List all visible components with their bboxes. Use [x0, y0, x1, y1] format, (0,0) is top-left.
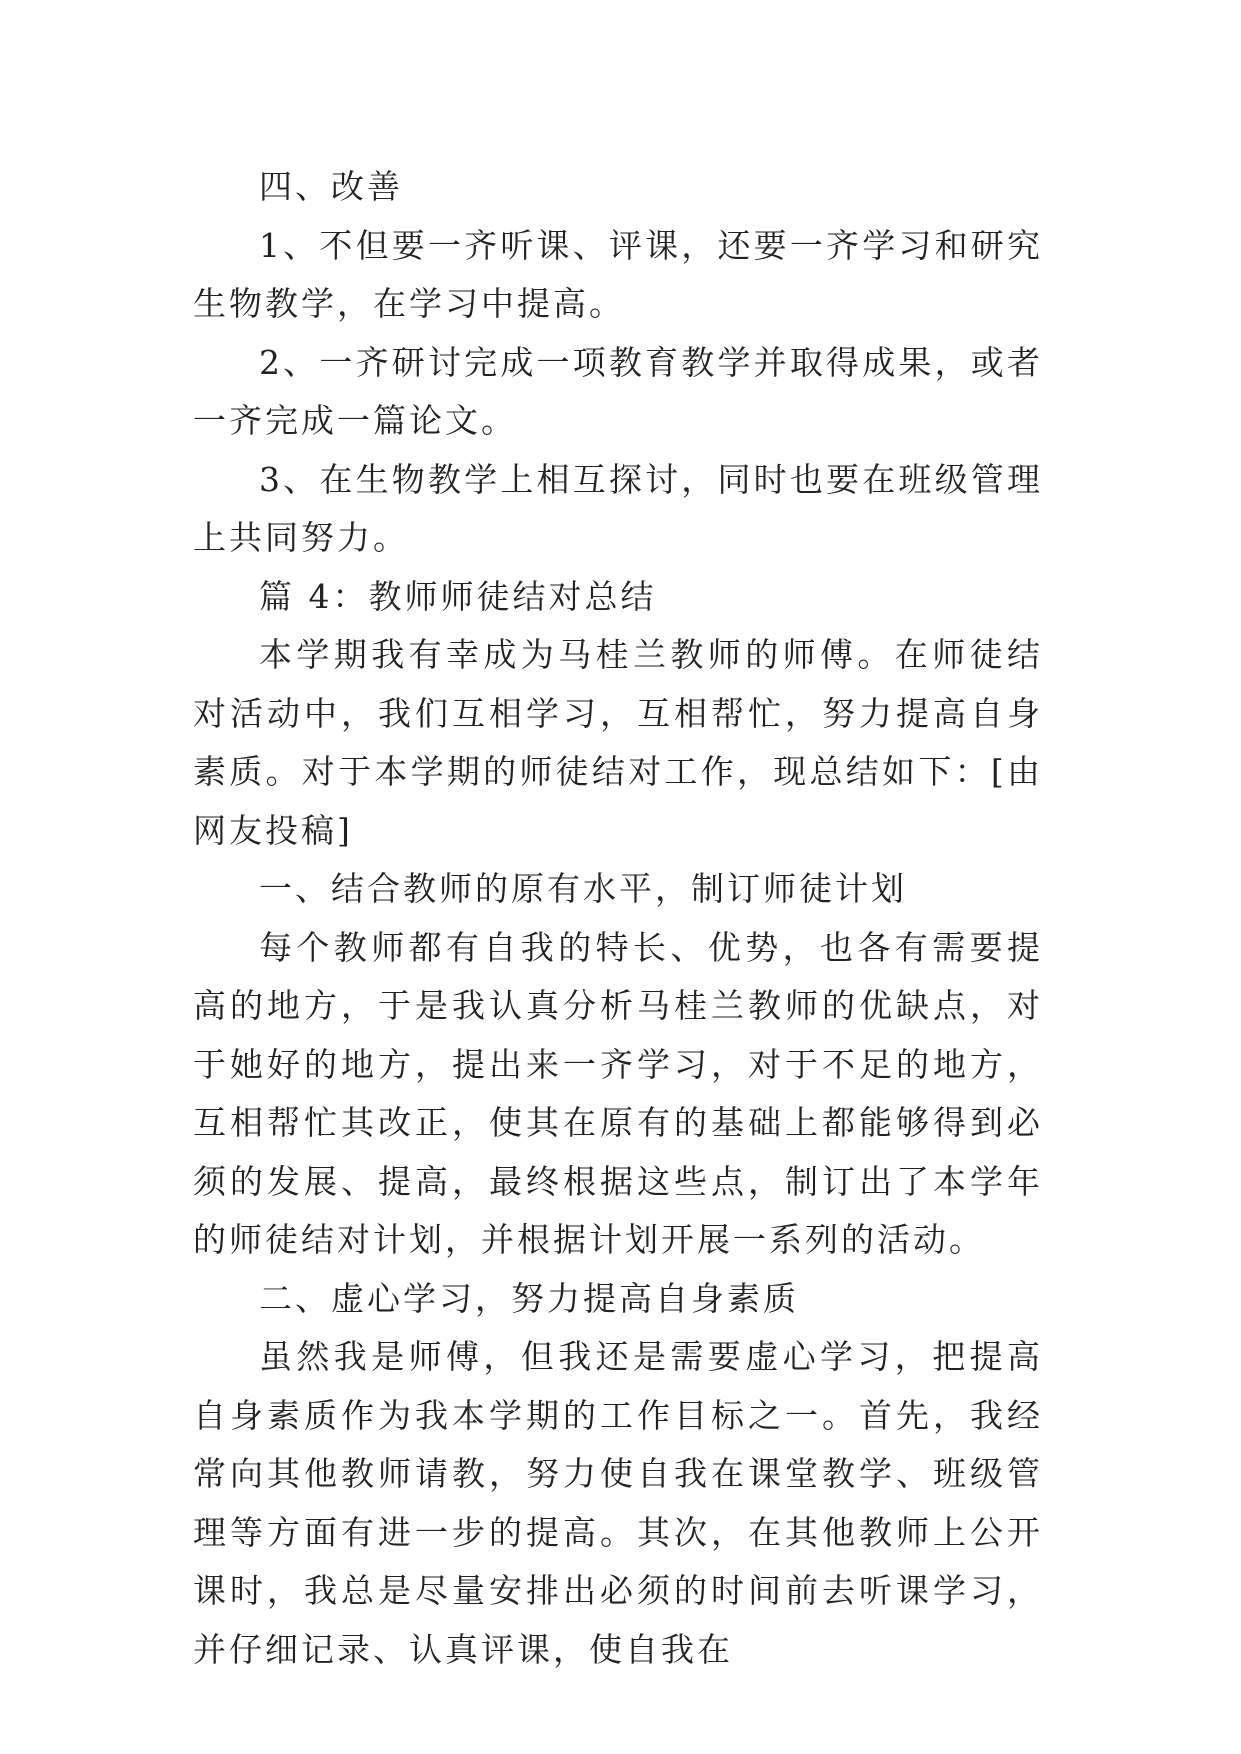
improvement-item-3: 3、在生物教学上相互探讨，同时也要在班级管理上共同努力。	[193, 459, 1043, 557]
section-heading-learning: 二、虚心学习，努力提高自身素质	[259, 1278, 799, 1318]
intro-paragraph: 本学期我有幸成为马桂兰教师的师傅。在师徒结对活动中，我们互相学习，互相帮忙，努力提高自身素质。对于本学期的师徒结对工作，现总结如下：[由网友投稿]	[193, 635, 1043, 850]
improvement-item-1: 1、不但要一齐听课、评课，还要一齐学习和研究生物教学，在学习中提高。	[193, 225, 1043, 323]
learning-paragraph: 虽然我是师傅，但我还是需要虚心学习，把提高自身素质作为我本学期的工作目标之一。首先，我经常向其他教师请教，努力使自我在课堂教学、班级管理等方面有进一步的提高。其次，在其他教师上公开课时，我总是尽量安排出必须的时间前去听课学习，并仔细记录、认真评课，使自我在	[193, 1337, 1043, 1669]
article-title: 篇 4：教师师徒结对总结	[259, 576, 657, 616]
document-body	[193, 158, 1043, 1679]
improvement-item-2: 2、一齐研讨完成一项教育教学并取得成果，或者一齐完成一篇论文。	[193, 342, 1043, 440]
section-heading-plan: 一、结合教师的原有水平，制订师徒计划	[259, 869, 907, 908]
section-heading-improvement: 四、改善	[259, 167, 403, 206]
plan-paragraph: 每个教师都有自我的特长、优势，也各有需要提高的地方，于是我认真分析马桂兰教师的优缺点，对于她好的地方，提出来一齐学习，对于不足的地方，互相帮忙其改正，使其在原有的基础上都能够得到必须的发展、提高，最终根据这些点，制订出了本学年的师徒结对计划，并根据计划开展一系列的活动。	[193, 927, 1043, 1259]
